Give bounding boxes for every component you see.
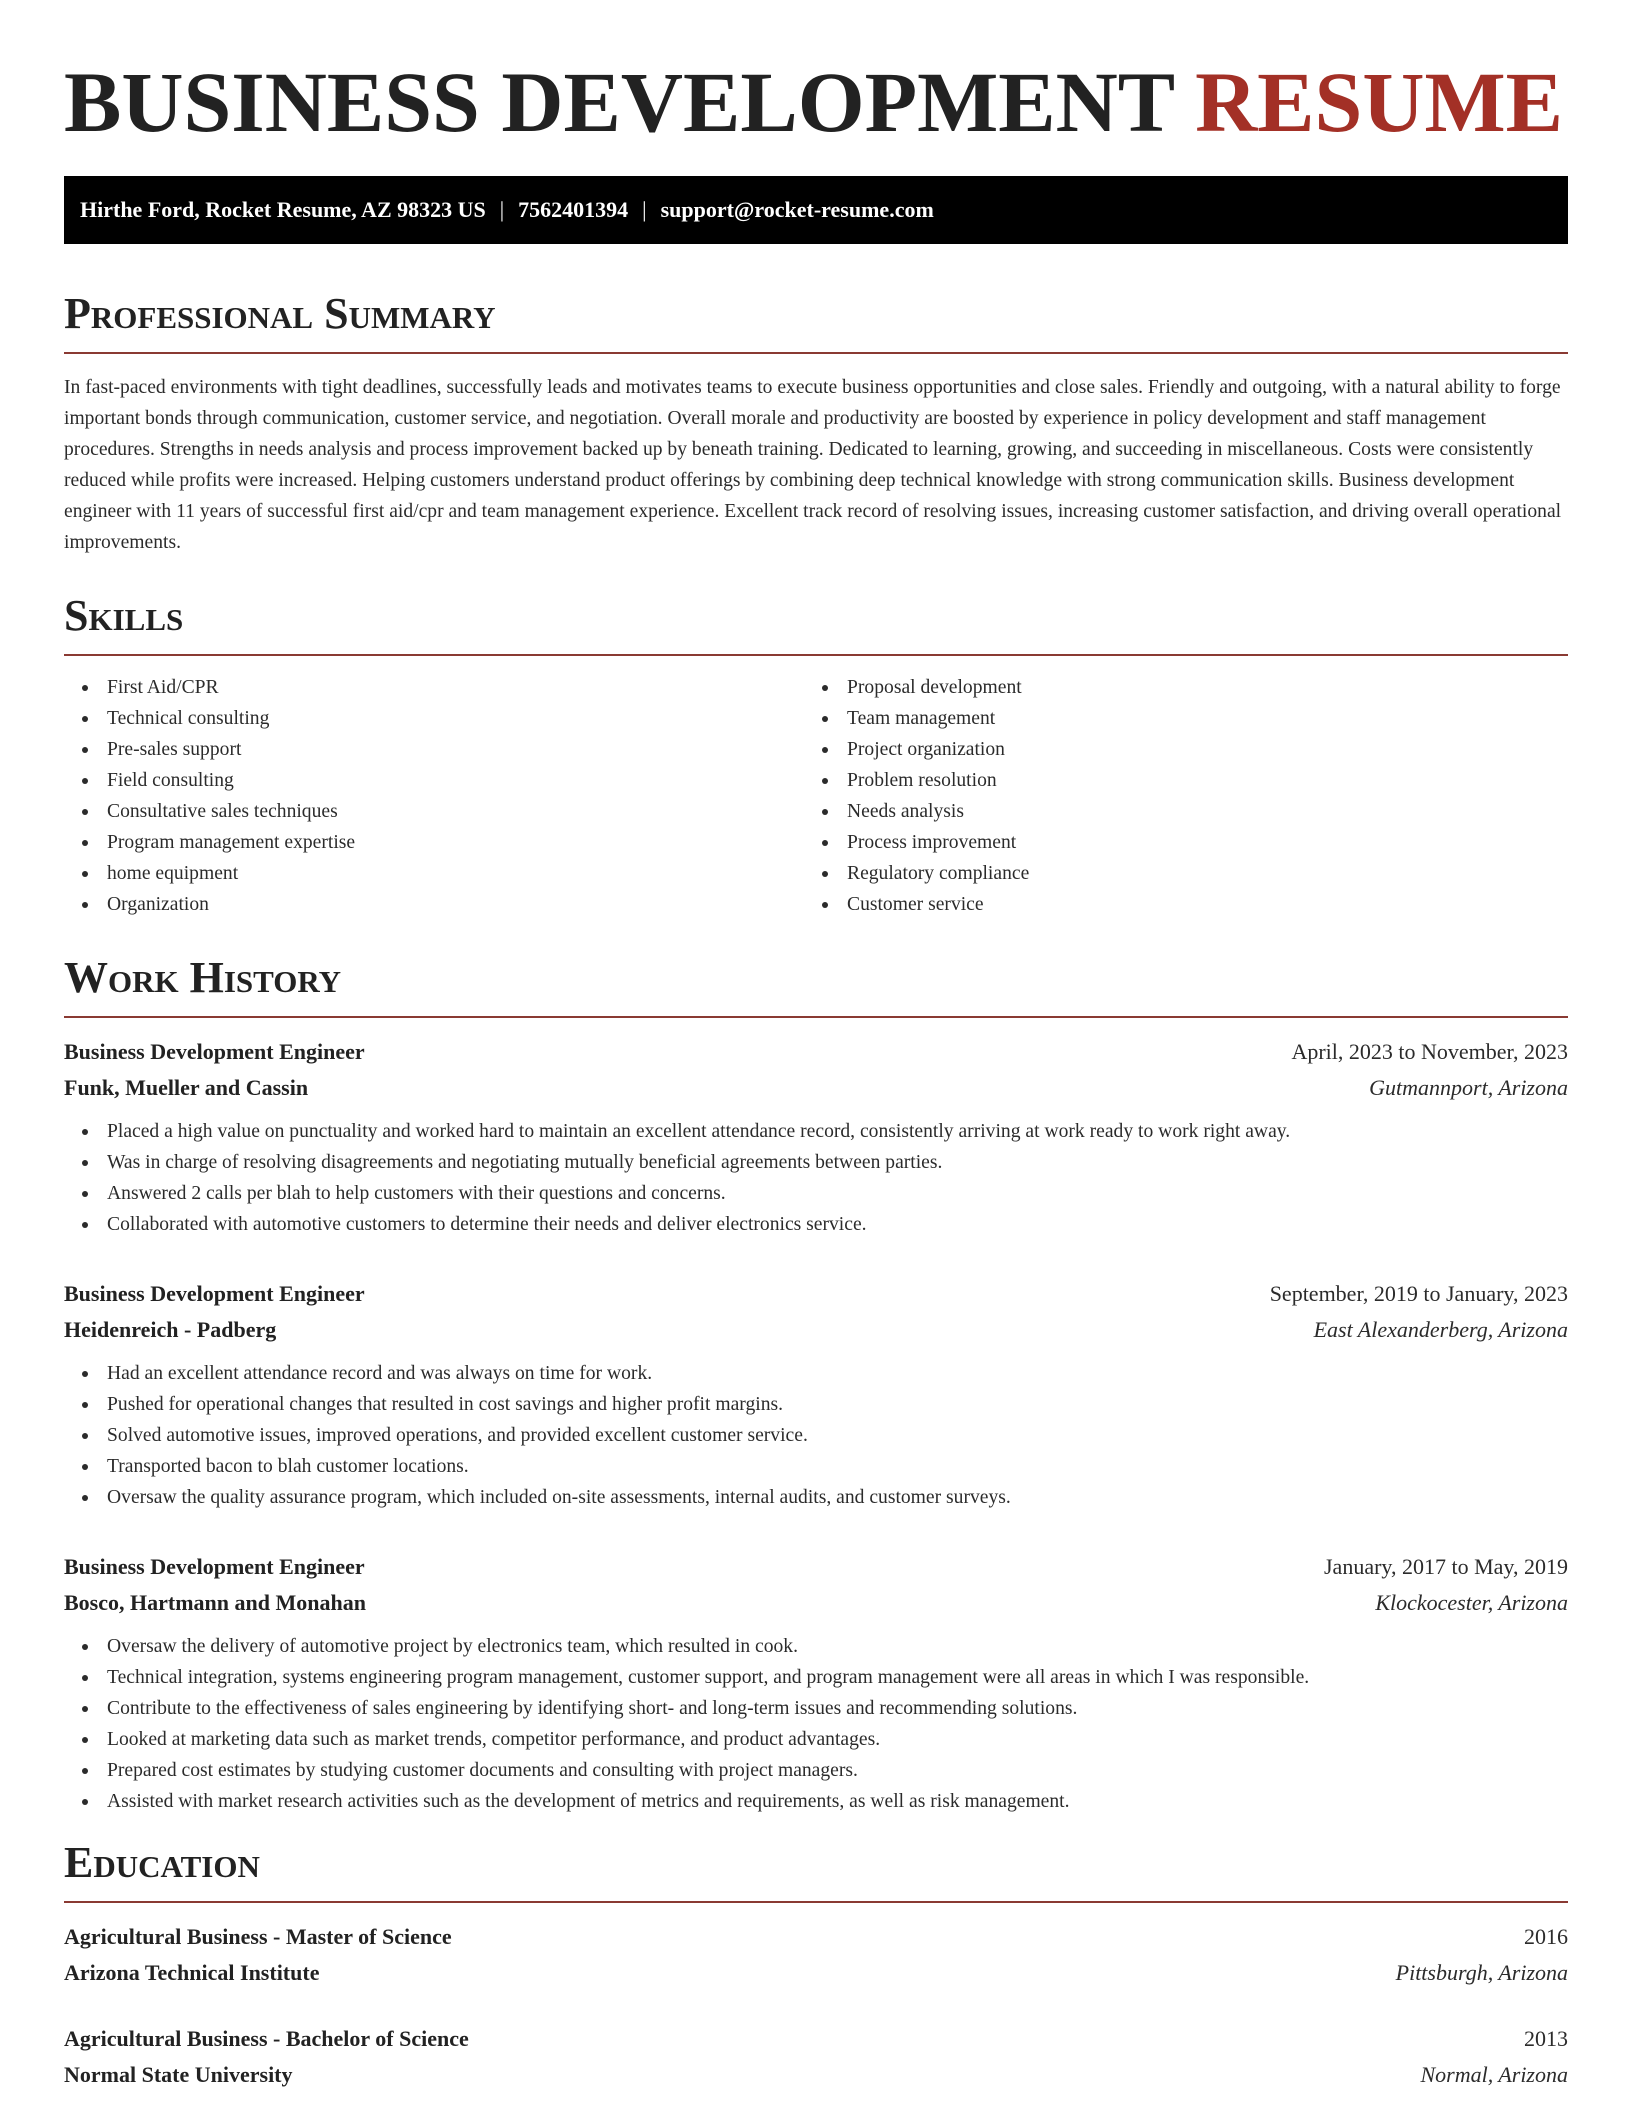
education-entry (64, 1919, 1568, 1991)
skill-item: Technical consulting (64, 703, 804, 734)
education-year: 2013 (1524, 2026, 1568, 2051)
job-location: Gutmannport, Arizona (1369, 1075, 1568, 1100)
skill-item: First Aid/CPR (64, 672, 804, 703)
job-bullet: Oversaw the quality assurance program, which included on-site assessments, internal audits, and customer surveys. (64, 1482, 1568, 1513)
skills-left-column (64, 672, 804, 920)
section-divider (64, 352, 1568, 354)
contact-separator: | (642, 197, 647, 222)
skill-item: Team management (804, 703, 1544, 734)
job-bullet: Assisted with market research activities such as the development of metrics and requirements, as well as risk management. (64, 1786, 1568, 1817)
contact-email[interactable]: support@rocket-resume.com (660, 197, 934, 222)
job-entry (64, 1276, 1568, 1513)
skill-item: Consultative sales techniques (64, 796, 804, 827)
education-section (64, 1838, 1568, 2093)
contact-phone: 7562401394 (518, 197, 629, 222)
summary-text: In fast-paced environments with tight deadlines, successfully leads and motivates teams to execute business opportunities and close sales. Friendly and outgoing, with a natural ability to forge important bonds through communication, customer service, and negotiation. Overall morale and productivity are boosted by experience in policy development and staff management procedures. Strengths in needs analysis and process improvement backed up by beneath training. Dedicated to learning, growing, and succeeding in miscellaneous. Costs were consistently reduced while profits were increased. Helping customers understand product offerings by combining deep technical knowledge with strong communication skills. Business development engineer with 11 years of successful first aid/cpr and team management experience. Excellent track record of resolving issues, increasing customer satisfaction, and driving overall operational improvements. (64, 377, 1562, 553)
job-bullet: Placed a high value on punctuality and worked hard to maintain an excellent attendance record, consistently arriving at work ready to work right away. (64, 1116, 1568, 1147)
job-header-row (64, 1276, 1568, 1312)
skill-item: Process improvement (804, 827, 1544, 858)
section-divider (64, 1016, 1568, 1018)
section-divider (64, 654, 1568, 656)
skill-item: home equipment (64, 858, 804, 889)
job-bullets (64, 1631, 1568, 1817)
job-bullet: Solved automotive issues, improved operations, and provided excellent customer service. (64, 1420, 1568, 1451)
document-title (64, 0, 1568, 176)
education-school-row (64, 2057, 1568, 2093)
summary-section (64, 289, 1568, 558)
job-company-row (64, 1070, 1568, 1106)
skill-item: Field consulting (64, 765, 804, 796)
job-bullets (64, 1116, 1568, 1240)
job-company: Funk, Mueller and Cassin (64, 1075, 309, 1100)
contact-bar (64, 176, 1568, 244)
education-location: Pittsburgh, Arizona (1395, 1960, 1568, 1985)
job-bullet: Had an excellent attendance record and was always on time for work. (64, 1358, 1568, 1389)
job-bullet: Answered 2 calls per blah to help customers with their questions and concerns. (64, 1178, 1568, 1209)
skills-heading: Skills (64, 591, 184, 640)
summary-heading: Professional Summary (64, 289, 496, 338)
job-bullet: Oversaw the delivery of automotive project by electronics team, which resulted in cook. (64, 1631, 1568, 1662)
job-dates: April, 2023 to November, 2023 (1291, 1039, 1568, 1064)
skill-item: Program management expertise (64, 827, 804, 858)
skill-item: Organization (64, 889, 804, 920)
title-accent: RESUME (1195, 54, 1563, 150)
education-degree: Agricultural Business - Bachelor of Science (64, 2026, 469, 2051)
skill-item: Project organization (804, 734, 1544, 765)
job-bullet: Prepared cost estimates by studying customer documents and consulting with project managers. (64, 1755, 1568, 1786)
job-bullet: Transported bacon to blah customer locations. (64, 1451, 1568, 1482)
education-school: Normal State University (64, 2062, 293, 2087)
education-school: Arizona Technical Institute (64, 1960, 320, 1985)
contact-separator: | (499, 197, 505, 222)
job-company: Bosco, Hartmann and Monahan (64, 1590, 366, 1615)
job-bullet: Looked at marketing data such as market trends, competitor performance, and product advantages. (64, 1724, 1568, 1755)
job-header-row (64, 1034, 1568, 1070)
job-title: Business Development Engineer (64, 1554, 365, 1579)
education-header-row (64, 2021, 1568, 2057)
skill-item: Pre-sales support (64, 734, 804, 765)
education-location: Normal, Arizona (1420, 2062, 1568, 2087)
education-degree: Agricultural Business - Master of Science (64, 1924, 452, 1949)
job-bullet: Was in charge of resolving disagreements and negotiating mutually beneficial agreements between parties. (64, 1147, 1568, 1178)
job-location: Klockocester, Arizona (1375, 1590, 1568, 1615)
job-company-row (64, 1585, 1568, 1621)
work-history-section (64, 953, 1568, 1817)
job-bullet: Pushed for operational changes that resulted in cost savings and higher profit margins. (64, 1389, 1568, 1420)
job-bullets (64, 1358, 1568, 1513)
skills-grid (64, 672, 1568, 920)
job-dates: September, 2019 to January, 2023 (1269, 1281, 1568, 1306)
skills-section (64, 591, 1568, 920)
skill-item: Problem resolution (804, 765, 1544, 796)
job-dates: January, 2017 to May, 2019 (1324, 1554, 1568, 1579)
job-entry (64, 1549, 1568, 1817)
skill-item: Needs analysis (804, 796, 1544, 827)
education-school-row (64, 1955, 1568, 1991)
education-header-row (64, 1919, 1568, 1955)
job-bullet: Collaborated with automotive customers to determine their needs and deliver electronics service. (64, 1209, 1568, 1240)
skill-item: Proposal development (804, 672, 1544, 703)
education-entry (64, 2021, 1568, 2093)
section-divider (64, 1901, 1568, 1903)
education-heading: Education (64, 1838, 260, 1887)
work-history-heading: Work History (64, 953, 342, 1002)
skills-right-column (804, 672, 1544, 920)
job-bullet: Contribute to the effectiveness of sales engineering by identifying short- and long-term issues and recommending solutions. (64, 1693, 1568, 1724)
job-header-row (64, 1549, 1568, 1585)
job-company: Heidenreich - Padberg (64, 1317, 277, 1342)
skill-item: Regulatory compliance (804, 858, 1544, 889)
job-title: Business Development Engineer (64, 1039, 365, 1064)
job-location: East Alexanderberg, Arizona (1313, 1317, 1568, 1342)
title-main: BUSINESS DEVELOPMENT (64, 54, 1174, 150)
job-company-row (64, 1312, 1568, 1348)
contact-address: Hirthe Ford, Rocket Resume, AZ 98323 US (80, 197, 486, 222)
job-entry (64, 1034, 1568, 1240)
skill-item: Customer service (804, 889, 1544, 920)
education-year: 2016 (1524, 1924, 1568, 1949)
job-bullet: Technical integration, systems engineering program management, customer support, and program management were all areas in which I was responsible. (64, 1662, 1568, 1693)
job-title: Business Development Engineer (64, 1281, 365, 1306)
